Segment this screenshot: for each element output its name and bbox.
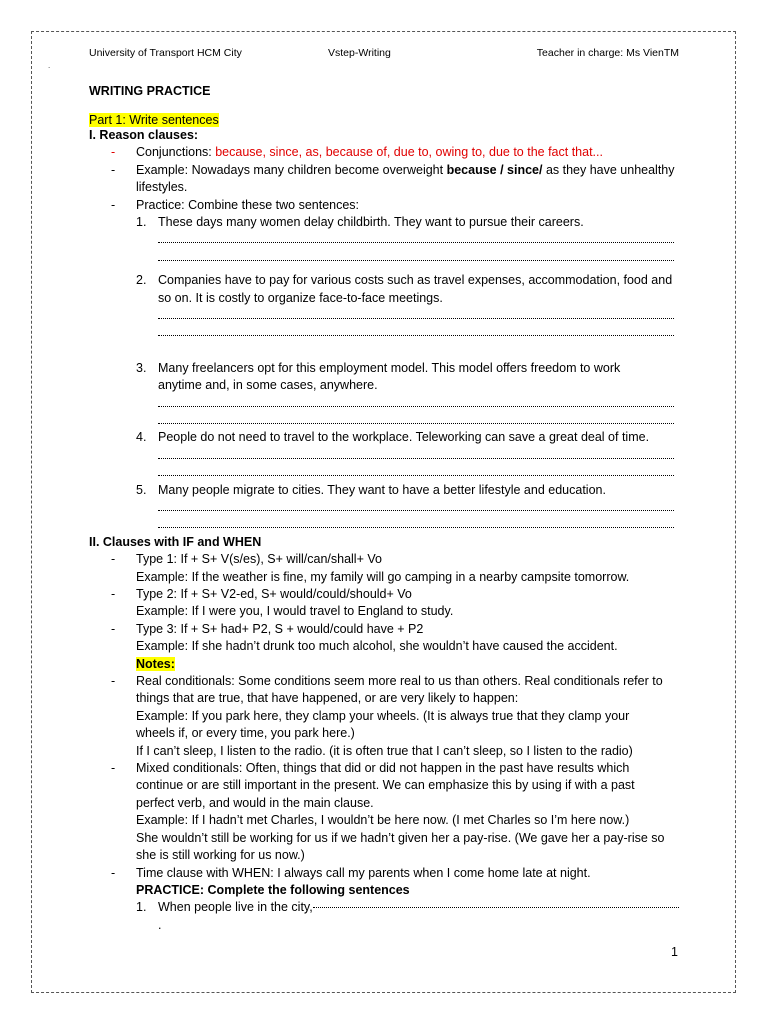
real-line: things that are true, that have happened, or are very likely to happen:	[136, 691, 519, 706]
example-text: Example: Nowadays many children become overweight	[136, 162, 447, 177]
real-line: If I can’t sleep, I listen to the radio. (it is often true that I can’t sleep, so I listen to the radio)	[136, 743, 633, 758]
item-text: Companies have to pay for various costs such as travel expenses, accommodation, food and	[158, 273, 673, 288]
part1-heading-text: Part 1: Write sentences	[89, 113, 219, 127]
bullet-dash: -	[111, 587, 116, 601]
bullet-dash: -	[111, 197, 116, 212]
item-text: These days many women delay childbirth. They want to pursue their careers.	[158, 215, 584, 230]
bullet-dash: -	[111, 145, 116, 160]
notes-label: Notes:	[136, 656, 175, 671]
mixed-conditionals-item	[89, 760, 679, 864]
type3-item	[89, 621, 679, 656]
type2-example: Example: If I were you, I would travel to England to study.	[136, 604, 454, 619]
answer-line[interactable]	[89, 516, 679, 533]
document-body	[89, 44, 679, 934]
answer-line[interactable]	[89, 324, 679, 341]
answer-line[interactable]	[89, 499, 679, 516]
item-text: When people live in the city,	[158, 900, 313, 915]
bullet-dash: -	[111, 621, 116, 636]
example-line2: lifestyles.	[136, 180, 188, 195]
practice-item	[89, 197, 679, 214]
item-text: Many freelancers opt for this employment model. This model offers freedom to work	[158, 360, 621, 375]
answer-line[interactable]	[313, 907, 679, 908]
header-university: University of Transport HCM City	[89, 47, 242, 59]
example-text-end: as they have unhealthy	[542, 162, 675, 177]
bullet-dash: -	[111, 674, 116, 689]
page-number: 1	[671, 945, 678, 959]
item-number: 3.	[136, 360, 147, 375]
example-conjunctions: because / since/	[446, 162, 543, 177]
stray-mark: .	[48, 61, 51, 70]
item-text-line2: so on. It is costly to organize face-to-face meetings.	[158, 290, 443, 305]
page-title: WRITING PRACTICE	[89, 84, 211, 98]
practice-text: Practice: Combine these two sentences:	[136, 197, 360, 212]
bullet-dash: -	[111, 162, 116, 177]
item-text-line2: anytime and, in some cases, anywhere.	[158, 378, 378, 393]
part1-heading	[89, 113, 679, 127]
answer-line[interactable]	[89, 447, 679, 464]
section2-heading: II. Clauses with IF and WHEN	[89, 534, 262, 549]
real-line: Real conditionals: Some conditions seem more real to us than others. Real conditionals refer to	[136, 674, 663, 689]
type1-formula: Type 1: If + S+ V(s/es), S+ will/can/shall+ Vo	[136, 552, 382, 567]
real-line: Example: If you park here, they clamp your wheels. (It is always true that they clamp your	[136, 708, 630, 723]
answer-line[interactable]	[89, 249, 679, 266]
header-course: Vstep-Writing	[328, 47, 391, 59]
answer-line[interactable]	[89, 307, 679, 324]
item-text: People do not need to travel to the workplace. Teleworking can save a great deal of time.	[158, 430, 650, 445]
type3-example: Example: If she hadn’t drunk too much alcohol, she wouldn’t have caused the accident.	[136, 639, 618, 654]
exercise-item-3	[89, 360, 679, 395]
exercise-item-2	[89, 272, 679, 307]
real-conditionals-item	[89, 673, 679, 760]
type1-example: Example: If the weather is fine, my family will go camping in a nearby campsite tomorrow.	[136, 569, 630, 584]
mixed-line: she is still working for us now.)	[136, 848, 305, 863]
exercise-item-1	[89, 214, 679, 231]
section1-heading: I. Reason clauses:	[89, 128, 199, 142]
item-number: 5.	[136, 482, 147, 497]
exercise-item-5	[89, 482, 679, 499]
bullet-dash: -	[111, 761, 116, 776]
conjunctions-values: because, since, as, because of, due to, owing to, due to the fact that...	[215, 145, 603, 160]
header-teacher: Teacher in charge: Ms VienTM	[536, 47, 679, 59]
item-text: Many people migrate to cities. They want to have a better lifestyle and education.	[158, 482, 606, 497]
item-number: 4.	[136, 430, 147, 445]
conjunctions-item	[89, 144, 679, 161]
item-end: .	[158, 917, 162, 932]
type3-formula: Type 3: If + S+ had+ P2, S + would/could have + P2	[136, 621, 424, 636]
practice-heading: PRACTICE: Complete the following sentences	[136, 882, 410, 897]
item-number: 1.	[136, 215, 147, 230]
item-number: 2.	[136, 273, 147, 288]
bullet-dash: -	[111, 552, 116, 567]
bullet-dash: -	[111, 865, 116, 880]
answer-line[interactable]	[89, 231, 679, 248]
item-number: 1.	[136, 900, 147, 915]
answer-line[interactable]	[89, 464, 679, 481]
mixed-line: continue or are still important in the present. We can emphasize this by using if with a past	[136, 778, 635, 793]
notes-heading	[89, 656, 679, 673]
type1-item	[89, 551, 679, 586]
conjunctions-label: Conjunctions:	[136, 145, 216, 160]
when-line: Time clause with WHEN: I always call my parents when I come home late at night.	[136, 865, 591, 880]
mixed-line: Example: If I hadn’t met Charles, I wouldn’t be here now. (I met Charles so I’m here now.)	[136, 813, 630, 828]
mixed-line: perfect verb, and would in the main clause.	[136, 795, 374, 810]
type2-item	[89, 586, 679, 621]
mixed-line: She wouldn’t still be working for us if we hadn’t given her a pay-rise. (We gave her a pay-rise so	[136, 830, 665, 845]
practice-item-1	[89, 899, 679, 934]
answer-line[interactable]	[89, 395, 679, 412]
answer-line[interactable]	[89, 412, 679, 429]
type2-formula: Type 2: If + S+ V2-ed, S+ would/could/should+ Vo	[136, 587, 412, 601]
page-header	[89, 44, 679, 64]
real-line: wheels if, or every time, you park here.)	[136, 726, 355, 741]
example-item	[89, 162, 679, 197]
mixed-line: Mixed conditionals: Often, things that did or did not happen in the past have results which	[136, 761, 630, 776]
when-clause-item	[89, 865, 679, 900]
exercise-item-4	[89, 429, 679, 446]
